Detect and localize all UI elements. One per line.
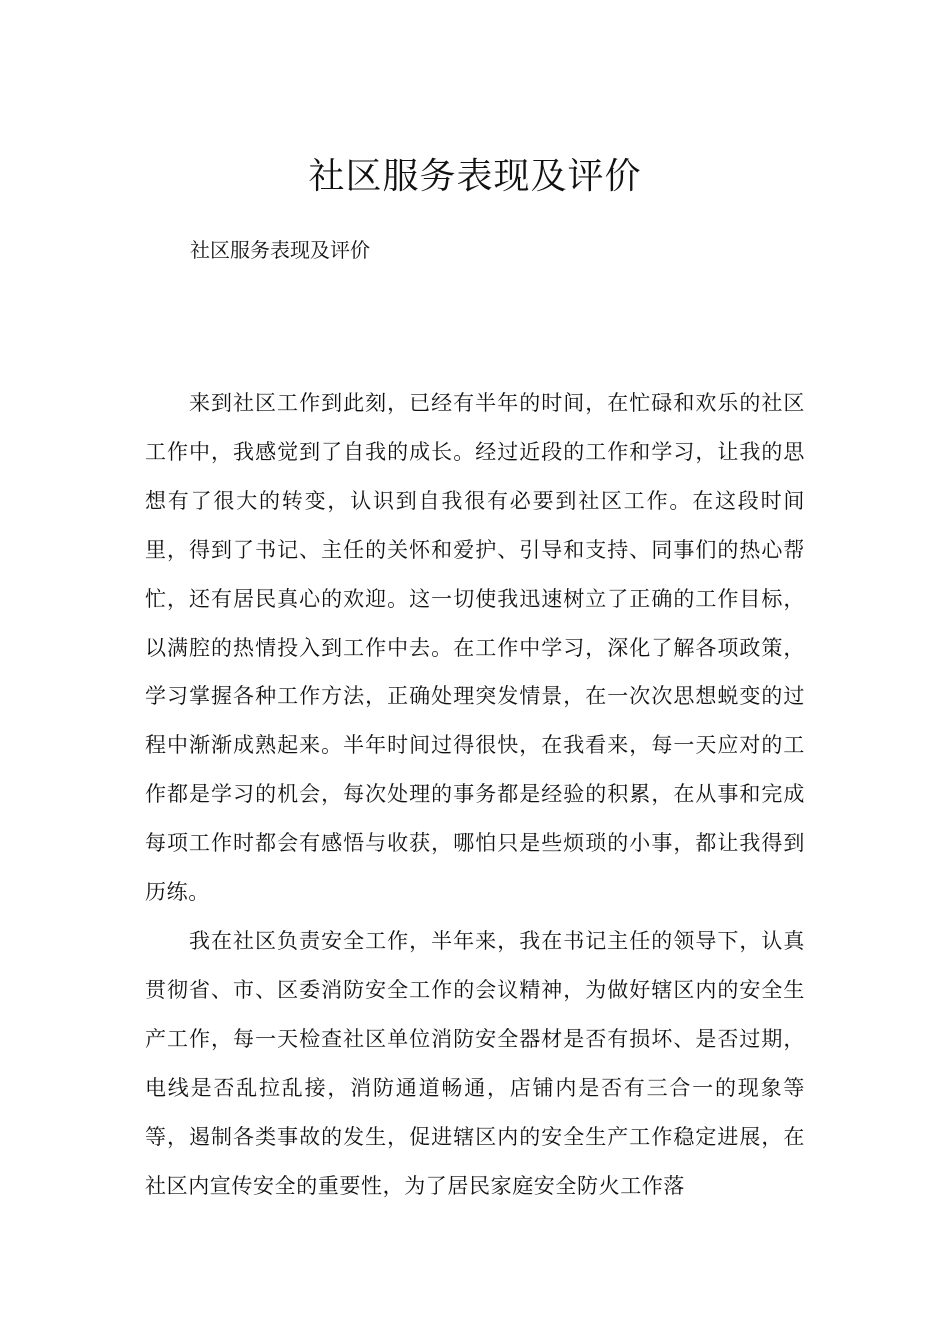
document-body [145, 379, 805, 1210]
page-title: 社区服务表现及评价 [308, 156, 642, 198]
document-subtitle: 社区服务表现及评价 [190, 238, 370, 262]
paragraph-2: 我在社区负责安全工作，半年来，我在书记主任的领导下，认真贯彻省、市、区委消防安全工作的会议精神，为做好辖区内的安全生产工作，每一天检查社区单位消防安全器材是否有损坏、是否过期，电线是否乱拉乱接，消防通道畅通，店铺内是否有三合一的现象等等，遏制各类事故的发生，促进辖区内的安全生产工作稳定进展，在社区内宣传安全的重要性，为了居民家庭安全防火工作落 [145, 928, 805, 1198]
paragraph-1: 来到社区工作到此刻，已经有半年的时间，在忙碌和欢乐的社区工作中，我感觉到了自我的成长。经过近段的工作和学习，让我的思想有了很大的转变，认识到自我很有必要到社区工作。在这段时间里，得到了书记、主任的关怀和爱护、引导和支持、同事们的热心帮忙，还有居民真心的欢迎。这一切使我迅速树立了正确的工作目标，以满腔的热情投入到工作中去。在工作中学习，深化了解各项政策，学习掌握各种工作方法，正确处理突发情景，在一次次思想蜕变的过程中渐渐成熟起来。半年时间过得很快，在我看来，每一天应对的工作都是学习的机会，每次处理的事务都是经验的积累，在从事和完成每项工作时都会有感悟与收获，哪怕只是些烦琐的小事，都让我得到历练。 [145, 391, 805, 905]
